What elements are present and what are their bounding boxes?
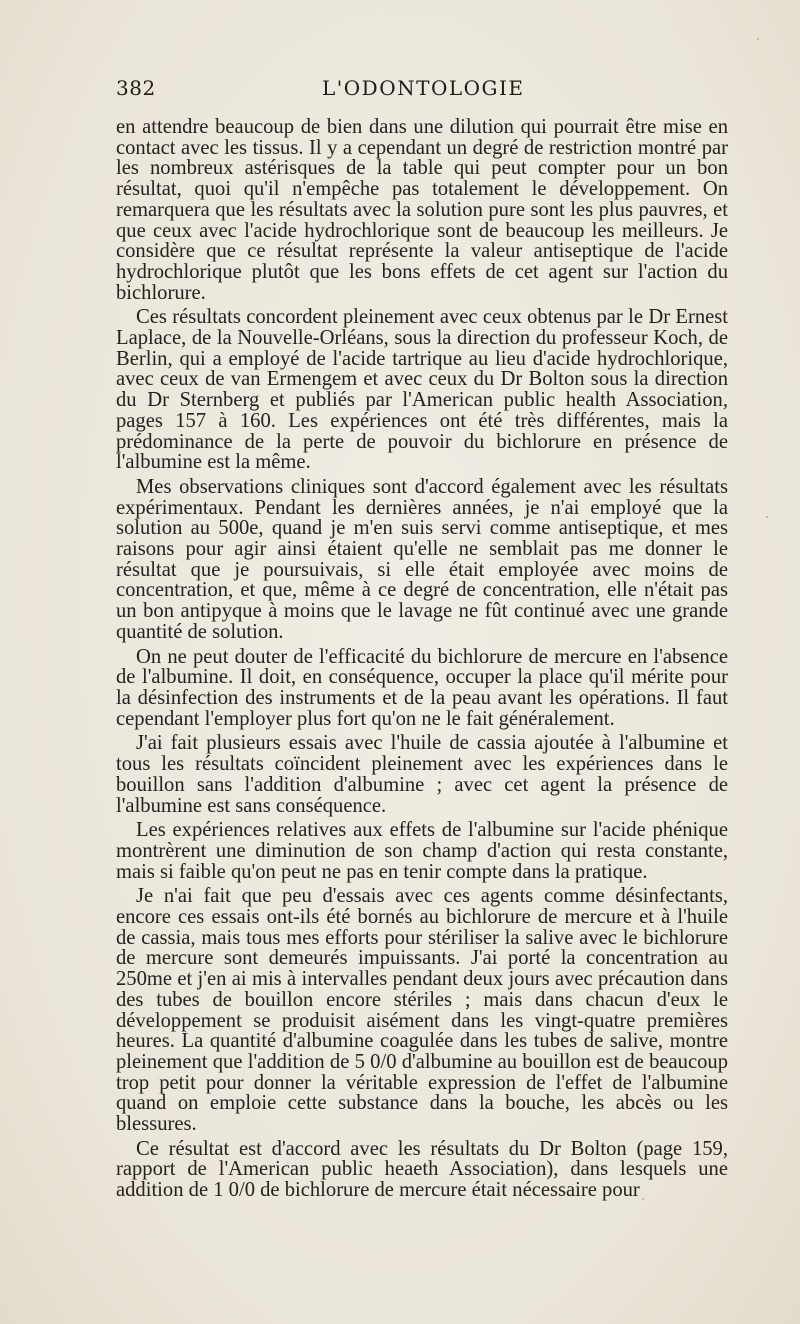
page-number: 382 <box>116 76 156 100</box>
paragraph-3: Mes observations cliniques sont d'accord également avec les résultats expérimentaux. Pendant les dernières années, je n'ai employé que la solution au 500e, quand je m'en suis servi comme antiseptique, et mes raisons pour agir ainsi étaient qu'elle ne semblait pas me donner le résultat que je poursuivais, si elle était employée avec moins de concentration, et que, même à ce degré de concentration, elle n'était pas un bon antipyque à moins que le lavage ne fût continué avec une grande quantité de solution. <box>116 475 728 643</box>
paragraph-1: en attendre beaucoup de bien dans une dilution qui pourrait être mise en contact avec les tissus. Il y a cependant un degré de restriction montré par les nombreux astérisques de la table qui peut compter pour un bon résultat, quoi qu'il n'empêche pas totalement le développement. On remarquera que les résultats avec la solution pure sont les plus pauvres, et que ceux avec l'acide hydrochlorique sont de beaucoup les meilleurs. Je considère que ce résultat représente la valeur antiseptique de l'acide hydrochlorique plutôt que les bons effets de cet agent sur l'action du bichlorure. <box>116 116 728 304</box>
paper-speck <box>642 1198 644 1200</box>
paragraph-5: J'ai fait plusieurs essais avec l'huile de cassia ajoutée à l'albumine et tous les résultats coïncident pleinement avec les expériences dans le bouillon sans l'addition d'albumine ; avec cet agent la présence de l'albumine est sans conséquence. <box>116 732 728 817</box>
paper-speck <box>757 38 759 40</box>
paragraph-8: Ce résultat est d'accord avec les résultats du Dr Bolton (page 159, rapport de l'American public heaeth Association), dans lesquels une addition de 1 0/0 de bichlorure de mercure était nécessaire pour <box>116 1137 728 1202</box>
running-title: L'ODONTOLOGIE <box>322 76 525 100</box>
paper-speck <box>766 516 768 518</box>
page-header <box>116 76 728 100</box>
body-text <box>116 117 728 1201</box>
paragraph-6: Les expériences relatives aux effets de l'albumine sur l'acide phénique montrèrent une diminution de son champ d'action qui resta constante, mais si faible qu'on peut ne pas en tenir compte dans la pratique. <box>116 819 728 883</box>
paragraph-7: Je n'ai fait que peu d'essais avec ces agents comme désinfectants, encore ces essais ont-ils été bornés au bichlorure de mercure et à l'huile de cassia, mais tous mes efforts pour stériliser la salive avec le bichlorure de mercure sont demeurés impuissants. J'ai porté la concentration au 250me et j'en ai mis à intervalles pendant deux jours avec précaution dans des tubes de bouillon encore stériles ; mais dans chacun d'eux le développement se produisit aisément dans les vingt-quatre premières heures. La quantité d'albumine coagulée dans les tubes de salive, montre pleinement que l'addition de 5 0/0 d'albumine au bouillon est de beaucoup trop petit pour donner la véritable expression de l'effet de l'albumine quand on emploie cette substance dans la bouche, les abcès ou les blessures. <box>116 885 728 1136</box>
paragraph-4: On ne peut douter de l'efficacité du bichlorure de mercure en l'absence de l'albumine. Il doit, en conséquence, occuper la place qu'il mérite pour la désinfection des instruments et de la peau avant les opérations. Il faut cependant l'employer plus fort qu'on ne le fait généralement. <box>116 645 728 730</box>
paragraph-2: Ces résultats concordent pleinement avec ceux obtenus par le Dr Ernest Laplace, de la Nouvelle-Orléans, sous la direction du professeur Koch, de Berlin, qui a employé de l'acide tartrique au lieu d'acide hydrochlorique, avec ceux de van Ermengem et avec ceux du Dr Bolton sous la direction du Dr Sternberg et publiés par l'American public health Association, pages 157 à 160. Les expériences ont été très différentes, mais la prédominance de la perte de pouvoir du bichlorure en présence de l'albumine est la même. <box>116 306 728 474</box>
